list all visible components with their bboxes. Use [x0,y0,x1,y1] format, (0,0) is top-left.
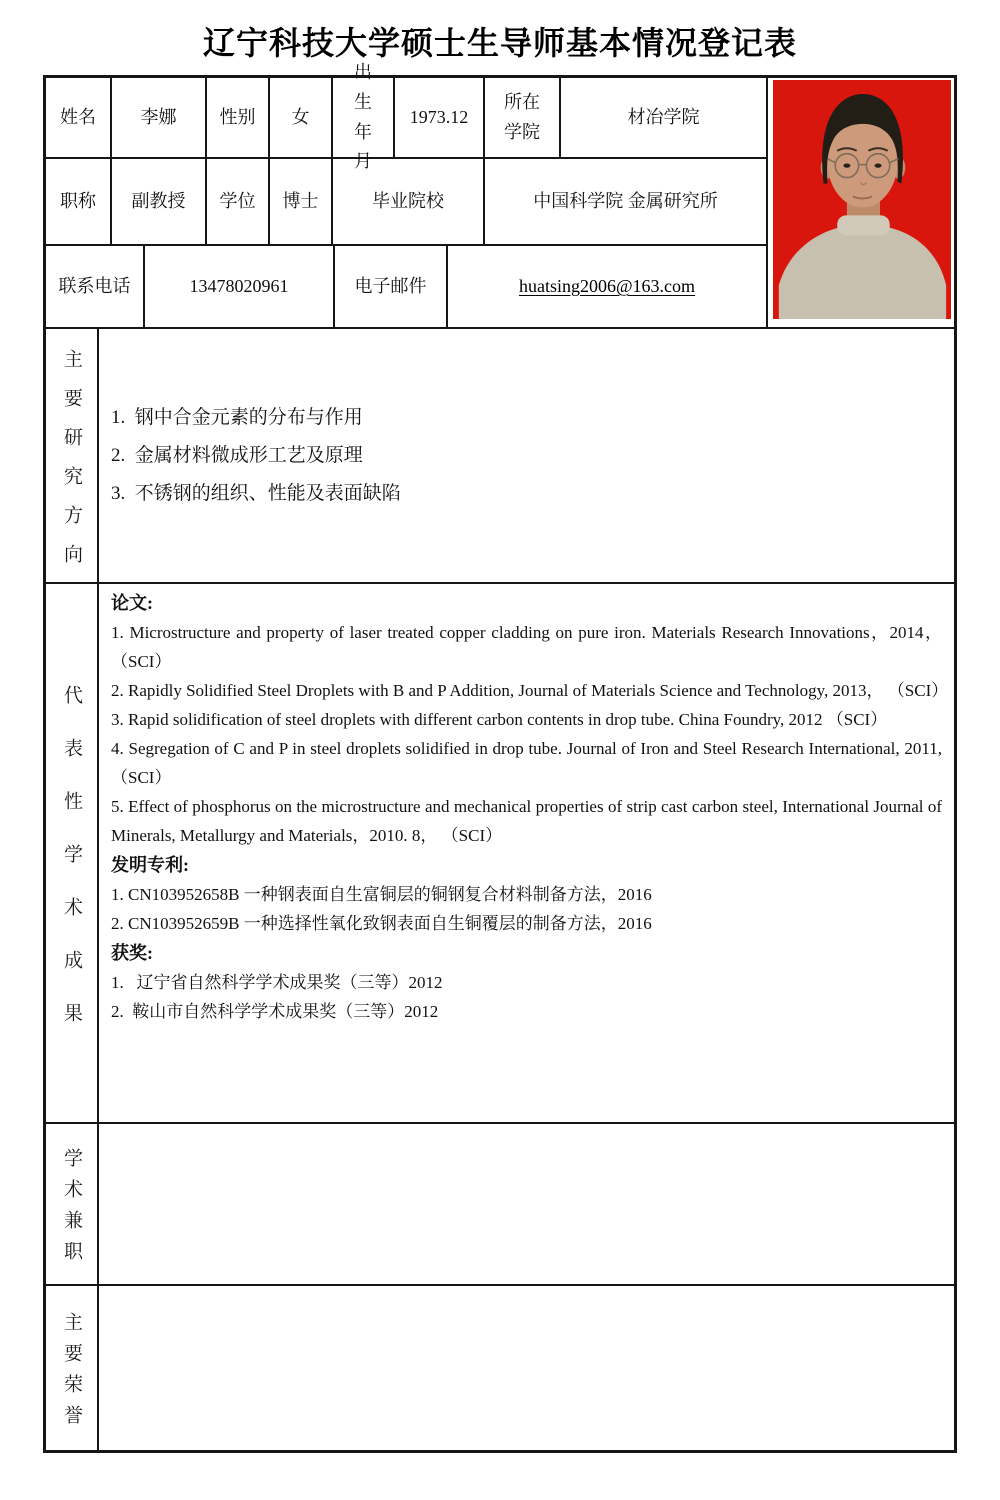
birth-label: 出生年月 [333,78,395,157]
positions-section [46,1124,954,1286]
rank-label: 职称 [46,159,112,244]
list-item: 3. 不锈钢的组织、性能及表面缺陷 [111,482,401,504]
table-row [46,159,766,246]
name-value: 李娜 [112,78,207,157]
list-item: 2. 金属材料微成形工艺及原理 [111,444,363,466]
achievements-label-cell [46,584,99,1122]
research-label-cell [46,329,99,582]
page-title: 辽宁科技大学硕士生导师基本情况登记表 [202,25,797,61]
birth-value: 1973.12 [395,78,485,157]
list-item: 4. Segregation of C and P in steel droplets solidified in drop tube. Journal of Iron and Steel Research International, 2011, （SCI） [111,739,942,787]
list-item: 1. 辽宁省自然科学学术成果奖（三等）2012 [111,973,443,992]
phone-value: 13478020961 [145,246,335,327]
research-label: 主要研究方向 [61,348,82,583]
achievements-content [99,584,954,1122]
portrait-photo [773,80,951,319]
gender-value: 女 [270,78,333,157]
honors-label-cell [46,1286,99,1450]
table-row [46,246,766,327]
school-value: 中国科学院 金属研究所 [533,190,718,211]
rank-value: 副教授 [112,159,207,244]
honors-section [46,1286,954,1450]
positions-label-cell [46,1124,99,1284]
school-label: 毕业院校 [333,159,485,244]
list-item: 1. Microstructure and property of laser treated copper cladding on pure iron. Materials Research Innovations，2014， （SCI） [111,623,942,671]
honors-content [99,1286,954,1450]
degree-value: 博士 [270,159,333,244]
registration-form-table [43,62,957,1453]
awards-header: 获奖: [111,943,153,963]
list-item: 2. CN103952659B 一种选择性氧化致钢表面自生铜覆层的制备方法，2016 [111,914,652,933]
basic-info-section [46,62,954,329]
list-item: 2. Rapidly Solidified Steel Droplets with B and P Addition, Journal of Materials Science and Technology, 2013， （SCI） [111,681,949,700]
degree-label: 学位 [207,159,270,244]
name-label: 姓名 [46,78,112,157]
table-row [46,62,766,172]
list-item: 1. CN103952658B 一种钢表面自生富铜层的铜钢复合材料制备方法，2016 [111,885,652,904]
papers-header: 论文: [111,593,153,613]
research-section [46,329,954,584]
list-item: 3. Rapid solidification of steel droplets with different carbon contents in drop tube. China Foundry, 2012 （SCI） [111,710,888,729]
positions-label: 学术兼职 [61,1148,82,1272]
basic-info-grid [46,62,768,327]
list-item: 1. 钢中合金元素的分布与作用 [111,406,363,428]
college-label: 所在学院 [485,78,561,157]
list-item: 5. Effect of phosphorus on the microstructure and mechanical properties of strip cast carbon steel, International Journal of Minerals, Metallurgy and Materials，2010. 8， （SCI） [111,797,942,845]
patents-header: 发明专利: [111,855,189,875]
email-label: 电子邮件 [335,246,448,327]
college-value: 材冶学院 [627,106,700,127]
honors-label: 主要荣誉 [61,1312,82,1436]
positions-content [99,1124,954,1284]
list-item: 2. 鞍山市自然科学学术成果奖（三等）2012 [111,1002,439,1021]
email-cell [448,246,766,327]
research-content [99,329,954,582]
achievements-label: 代表性学术成果 [61,684,82,1056]
photo-cell [768,78,954,327]
phone-label: 联系电话 [46,246,145,327]
achievements-section [46,584,954,1124]
email-link[interactable]: huatsing2006@163.com [518,275,696,296]
gender-label: 性别 [207,78,270,157]
